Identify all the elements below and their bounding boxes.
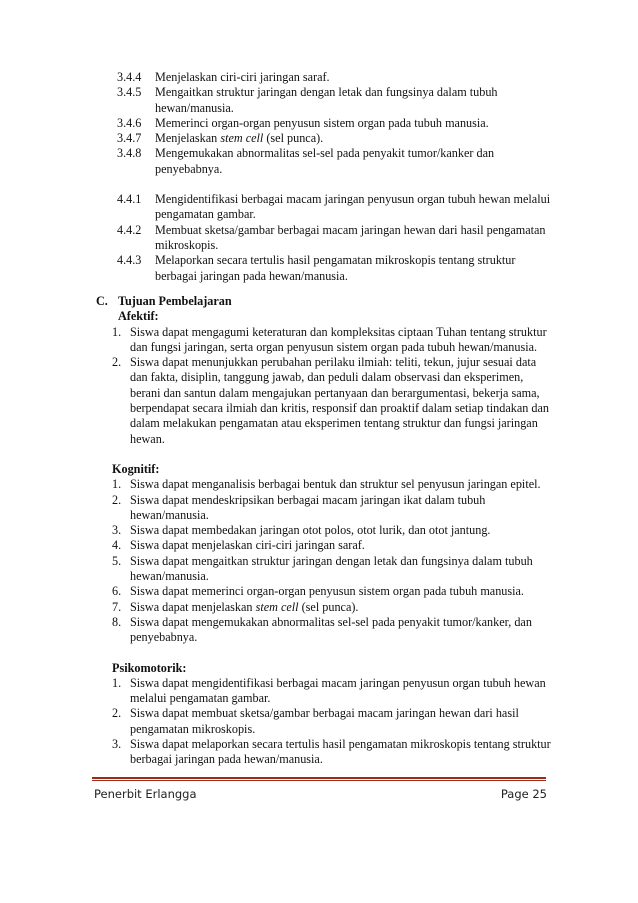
section-title: Tujuan Pembelajaran — [118, 294, 232, 308]
item-text: Mengemukakan abnormalitas sel-sel pada penyakit tumor/kanker dan penyebabnya. — [155, 146, 495, 176]
item-number: 4.4.1 — [117, 192, 142, 207]
item-number: 4.4.3 — [117, 253, 142, 268]
item-number: 1. — [112, 324, 122, 339]
footer-rule-thin — [92, 780, 546, 781]
item-text: Membuat sketsa/gambar berbagai macam jaringan hewan dari hasil pengamatan mikroskopis. — [155, 222, 546, 252]
section-c-heading — [96, 294, 556, 309]
item-text-italic: stem cell — [220, 131, 264, 146]
section-c — [96, 294, 556, 768]
psikomotorik-item — [112, 706, 556, 737]
item-number: 5. — [112, 553, 122, 568]
item-text: Siswa dapat menunjukkan perubahan perilaku ilmiah: teliti, tekun, jujur sesuai data dan fakta, disiplin, tanggung jawab, dan peduli dalam observasi dan eksperimen, berani dan santun dalam mengajukan pertanyaan dan berargumentasi, bekerja sama, berpendapat secara ilmiah dan kritis, responsif dan proaktif dalam setiap tindakan dan dalam melakukan pengamatan atau eksperimen tentang struktur dan fungsi jaringan hewan. — [130, 355, 549, 446]
competency-item — [117, 253, 557, 284]
kognitif-item — [112, 523, 556, 538]
item-text: Siswa dapat menjelaskan ciri-ciri jaringan saraf. — [130, 538, 365, 553]
footer-publisher: Penerbit Erlangga — [94, 787, 197, 801]
item-number: 4.4.2 — [117, 222, 142, 237]
psikomotorik-item — [112, 676, 556, 707]
item-text: (sel punca). — [298, 599, 359, 614]
item-text: Menjelaskan — [155, 131, 221, 146]
psikomotorik-item — [112, 737, 556, 768]
footer-page-number: Page 25 — [500, 787, 547, 801]
item-text: Mengaitkan struktur jaringan dengan letak dan fungsinya dalam tubuh hewan/manusia. — [155, 85, 498, 115]
item-number: 2. — [112, 492, 122, 507]
afektif-list — [112, 325, 556, 447]
item-number: 3.4.6 — [117, 115, 142, 130]
item-text-italic: stem cell — [255, 599, 299, 614]
item-text: Siswa dapat mengagumi keteraturan dan kompleksitas ciptaan Tuhan tentang struktur dan fungsi jaringan, serta organ penyusun sistem organ pada tubuh hewan/manusia. — [130, 324, 547, 354]
item-text: Siswa dapat menganalisis berbagai bentuk dan struktur sel penyusun jaringan epitel. — [130, 477, 541, 492]
item-number: 3.4.8 — [117, 146, 142, 161]
kognitif-heading: Kognitif: — [112, 461, 160, 476]
item-number: 3. — [112, 737, 122, 752]
item-text: Siswa dapat mengaitkan struktur jaringan dengan letak dan fungsinya dalam tubuh hewan/manusia. — [130, 553, 533, 584]
item-text: Siswa dapat membedakan jaringan otot polos, otot lurik, dan otot jantung. — [130, 523, 491, 538]
item-text: Siswa dapat mengemukakan abnormalitas sel-sel pada penyakit tumor/kanker, dan penyebabnya. — [130, 614, 532, 645]
item-number: 8. — [112, 614, 122, 629]
competency-item — [117, 70, 557, 85]
item-number: 4. — [112, 538, 122, 553]
item-number: 2. — [112, 706, 122, 721]
item-text: Siswa dapat memerinci organ-organ penyusun sistem organ pada tubuh manusia. — [130, 584, 524, 599]
competency-item — [117, 192, 557, 223]
kognitif-item — [112, 554, 556, 585]
item-number: 3. — [112, 523, 122, 538]
kognitif-item — [112, 600, 556, 615]
kognitif-list — [112, 477, 556, 645]
afektif-heading: Afektif: — [118, 309, 159, 324]
item-text: Mengidentifikasi berbagai macam jaringan penyusun organ tubuh hewan melalui pengamatan gambar. — [155, 192, 551, 222]
kognitif-item — [112, 477, 556, 492]
item-text: (sel punca). — [263, 131, 324, 146]
footer-rule-thick — [92, 777, 546, 779]
afektif-item — [112, 355, 556, 447]
psikomotorik-list — [112, 676, 556, 768]
item-number: 1. — [112, 675, 122, 690]
item-number: 1. — [112, 477, 122, 492]
item-text: Menjelaskan ciri-ciri jaringan saraf. — [155, 70, 330, 84]
item-text: Siswa dapat menjelaskan — [130, 599, 256, 614]
kognitif-item — [112, 584, 556, 599]
kognitif-item — [112, 538, 556, 553]
item-number: 3.4.4 — [117, 70, 142, 84]
item-number: 3.4.7 — [117, 131, 142, 146]
competency-item — [117, 223, 557, 254]
item-text: Siswa dapat membuat sketsa/gambar berbagai macam jaringan hewan dari hasil pengamatan mikroskopis. — [130, 706, 519, 736]
competency-item — [117, 131, 557, 146]
item-number: 6. — [112, 584, 122, 599]
item-number: 7. — [112, 599, 122, 614]
list-gap — [117, 177, 557, 192]
item-text: Siswa dapat melaporkan secara tertulis hasil pengamatan mikroskopis tentang struktur berbagai jaringan pada hewan/manusia. — [130, 737, 551, 767]
item-text: Siswa dapat mengidentifikasi berbagai macam jaringan penyusun organ tubuh hewan melalui pengamatan gambar. — [130, 675, 546, 706]
afektif-item — [112, 325, 556, 356]
competency-list — [117, 70, 557, 284]
competency-item — [117, 116, 557, 131]
kognitif-item — [112, 615, 556, 646]
competency-item — [117, 146, 557, 177]
item-text: Melaporkan secara tertulis hasil pengamatan mikroskopis tentang struktur berbagai jaringan pada hewan/manusia. — [155, 253, 516, 283]
item-number: 3.4.5 — [117, 85, 142, 100]
kognitif-item — [112, 493, 556, 524]
section-letter: C. — [96, 294, 108, 308]
psikomotorik-heading: Psikomotorik: — [112, 660, 187, 675]
item-text: Memerinci organ-organ penyusun sistem organ pada tubuh manusia. — [155, 115, 489, 130]
item-number: 2. — [112, 355, 122, 370]
item-text: Siswa dapat mendeskripsikan berbagai macam jaringan ikat dalam tubuh hewan/manusia. — [130, 492, 486, 522]
competency-item — [117, 85, 557, 116]
